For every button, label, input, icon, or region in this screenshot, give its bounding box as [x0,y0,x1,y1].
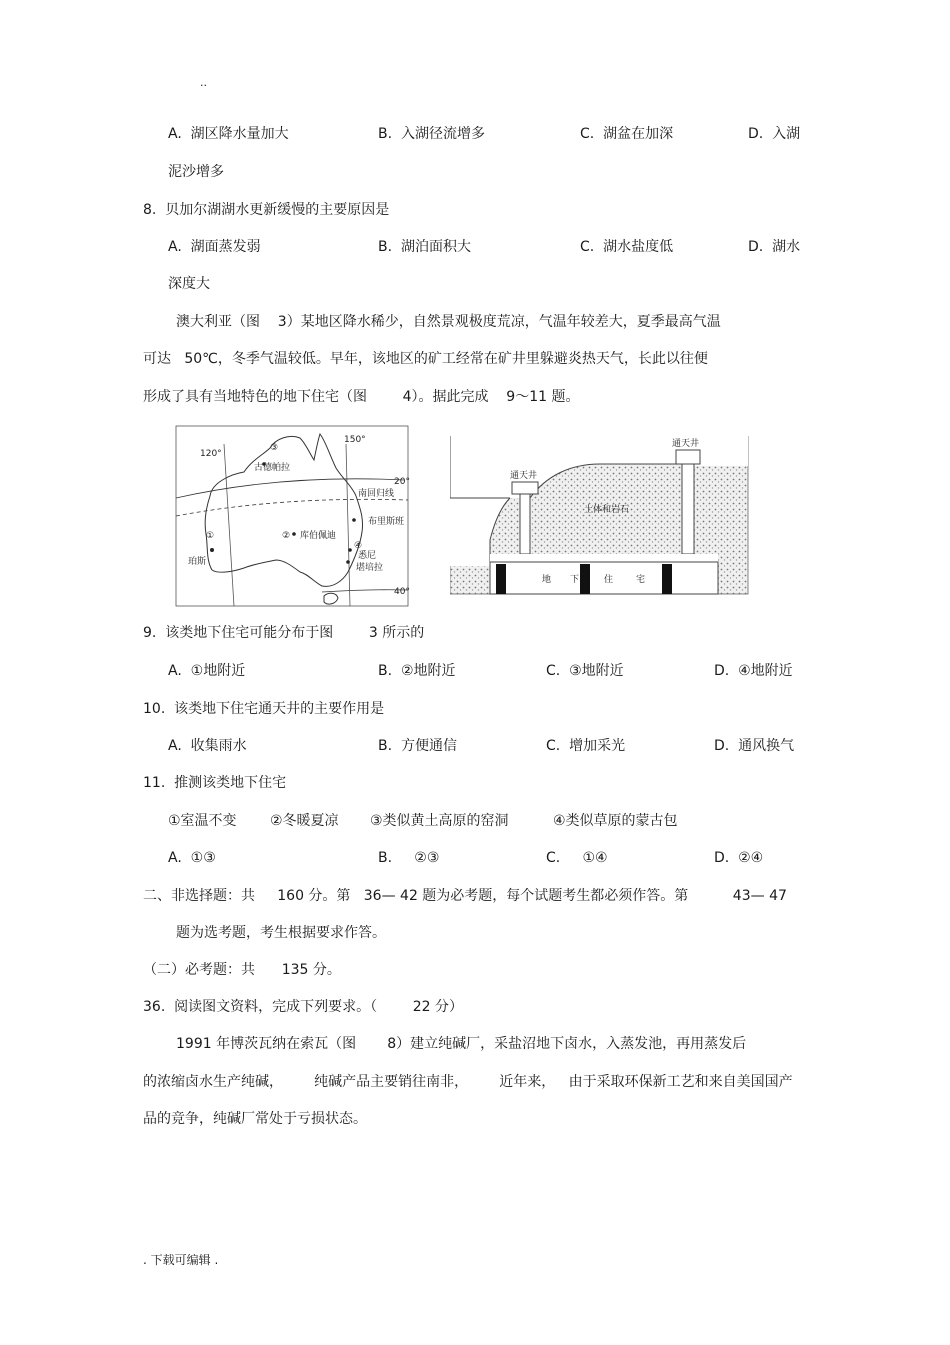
q9-stem: 9. 该类地下住宅可能分布于图 3 所示的 [143,625,425,641]
q7-option-b: B. 入湖径流增多 [378,126,485,142]
australia-map-figure [172,422,412,610]
intro-line-1: 澳大利亚（图 3）某地区降水稀少，自然景观极度荒凉，气温年较差大，夏季最高气温 [176,314,721,330]
shaft-left-cap [512,482,538,494]
label-place-1: ① [206,531,215,541]
label-place-2: ② [282,531,291,541]
australia-outline [205,434,362,586]
shaft-left [520,490,530,554]
q36-paragraph-line-2: 的浓缩卤水生产纯碱， 纯碱产品主要销往南非， 近年来， 由于采取环保新工艺和来自美国国产 [143,1074,793,1090]
label-house-1: 地 [542,575,552,585]
tasmania-outline [324,593,338,604]
kubo-dot [292,532,296,536]
q11-option-c: C. ①④ [546,850,608,866]
label-shaft-right: 通天井 [672,439,700,449]
pillar-2 [580,564,590,594]
q11-statement-4: ④类似草原的蒙古包 [553,813,678,829]
label-perth: 珀斯 [188,557,207,567]
q11-option-a: A. ①③ [168,850,216,866]
q9-option-a: A. ①地附近 [168,663,246,679]
shaft-right-cap [676,450,700,464]
footer-note: . 下载可编辑 . [143,1253,219,1267]
canberra-dot [346,560,350,564]
q36-paragraph-line-3: 品的竞争，纯碱厂常处于亏损状态。 [143,1111,367,1127]
q7-option-a: A. 湖区降水量加大 [168,126,289,142]
label-canberra: 堪培拉 [356,563,384,573]
tropic-line [176,499,408,516]
label-lon-120: 120° [200,449,222,459]
q7-option-d-continuation: 泥沙增多 [168,164,224,180]
pillar-1 [496,564,506,594]
meridian-120 [224,444,234,606]
q11-option-b: B. ②③ [378,850,440,866]
q7-option-d: D. 入湖 [748,126,801,142]
q11-statement-2: ②冬暖夏凉 [270,813,339,829]
section2-subheading: （二）必考题：共 135 分。 [143,962,341,978]
q11-option-d: D. ②④ [714,850,764,866]
q11-statement-3: ③类似黄土高原的窑洞 [370,813,509,829]
label-lon-150: 150° [344,435,366,445]
q36-stem: 36. 阅读图文资料，完成下列要求。（ 22 分） [143,999,464,1015]
q9-option-b: B. ②地附近 [378,663,456,679]
q8-option-d-continuation: 深度大 [168,276,210,292]
label-lat-40: 40° [394,587,410,597]
sydney-dot [348,548,352,552]
q10-option-a: A. 收集雨水 [168,738,247,754]
shaft-right [682,450,694,554]
perth-dot [210,548,214,552]
q9-option-c: C. ③地附近 [546,663,624,679]
underground-house-figure [450,436,750,596]
intro-line-3: 形成了具有当地特色的地下住宅（图 4）。据此完成 9～11 题。 [143,389,580,405]
label-house-3: 住 [604,575,614,585]
q8-option-d: D. 湖水 [748,239,801,255]
section2-line-2: 题为选考题，考生根据要求作答。 [176,925,386,941]
q9-option-d: D. ④地附近 [714,663,793,679]
q10-option-d: D. 通风换气 [714,738,795,754]
q36-paragraph-line-1: 1991 年博茨瓦纳在索瓦（图 8）建立纯碱厂，采盐沼地下卤水，入蒸发池，再用蒸发后 [176,1036,747,1052]
q8-option-c: C. 湖水盐度低 [580,239,674,255]
q11-stem: 11. 推测该类地下住宅 [143,775,287,791]
label-tropic: 南回归线 [358,489,395,499]
q8-option-a: A. 湖面蒸发弱 [168,239,261,255]
q10-option-b: B. 方便通信 [378,738,457,754]
section2-line-1: 二、非选择题：共 160 分。第 36— 42 题为必考题，每个试题考生都必须作答。第 43— 47 [143,888,787,904]
label-gude: 古德帕拉 [254,463,291,473]
label-shaft-left: 通天井 [510,471,538,481]
label-place-3: ③ [270,443,279,453]
label-house-4: 宅 [636,575,646,585]
q7-option-c: C. 湖盆在加深 [580,126,674,142]
label-brisbane: 布里斯班 [368,517,405,527]
pillar-3 [662,564,672,594]
q10-option-c: C. 增加采光 [546,738,626,754]
label-sydney: 悉尼 [358,551,377,561]
q10-stem: 10. 该类地下住宅通天井的主要作用是 [143,701,385,717]
label-lat-20: 20° [394,477,410,487]
meridian-150 [346,444,350,606]
label-rock: 土体和岩石 [584,505,630,515]
intro-line-2: 可达 50℃，冬季气温较低。早年，该地区的矿工经常在矿井里躲避炎热天气，长此以往便 [143,351,708,367]
q8-stem: 8. 贝加尔湖湖水更新缓慢的主要原因是 [143,202,390,218]
label-place-4: ④ [354,541,363,551]
brisbane-dot [352,518,356,522]
header-mark: .. [200,76,207,89]
q11-statement-1: ①室温不变 [168,813,237,829]
label-house-2: 下 [570,575,580,585]
label-kubo: 库伯佩迪 [300,531,337,541]
q8-option-b: B. 湖泊面积大 [378,239,471,255]
